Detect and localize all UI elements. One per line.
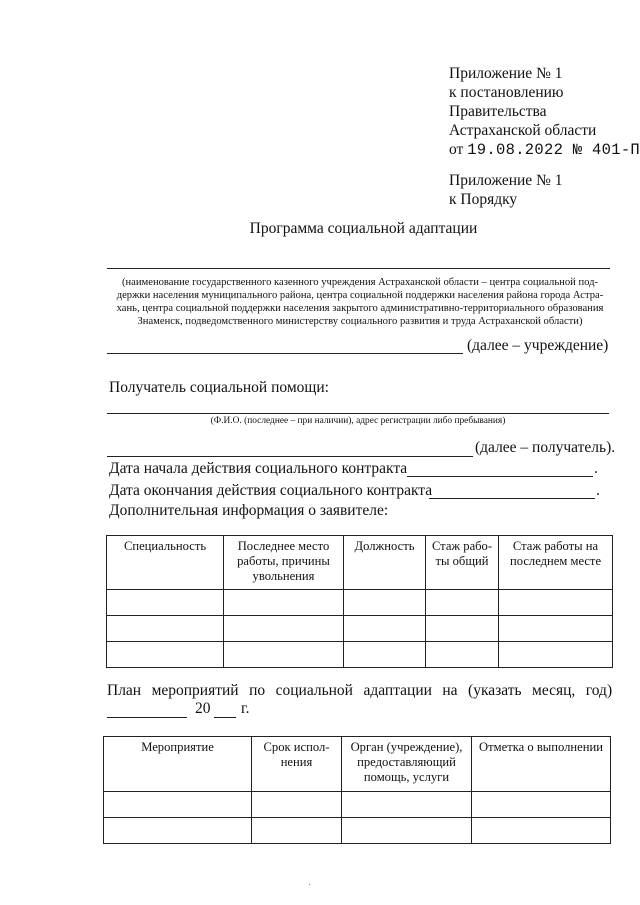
table-row <box>107 616 613 642</box>
institution-suffix: (далее – учреждение) <box>467 337 609 354</box>
table-cell[interactable] <box>426 642 499 668</box>
header-line: помощь, услуги <box>363 770 450 784</box>
institution-caption <box>103 276 617 328</box>
plan-word: мероприятий <box>151 682 239 699</box>
table-cell[interactable] <box>499 590 613 616</box>
institution-blank-line[interactable] <box>107 268 610 269</box>
plan-word: (указать <box>468 682 522 699</box>
institution-caption-line: хань, центра социальной поддержки населения закрытого административно-территориального образования <box>116 303 604 314</box>
column-header-position <box>344 536 426 590</box>
plan-year-field[interactable] <box>214 717 236 718</box>
table-cell[interactable] <box>252 792 342 818</box>
table-cell[interactable] <box>342 818 472 844</box>
table-row <box>104 792 611 818</box>
header-line: нения <box>280 755 313 769</box>
table-cell[interactable] <box>107 616 224 642</box>
institution-caption-line: держки населения муниципального района, центра социальной поддержки населения района города Астра- <box>116 290 604 301</box>
table-cell[interactable] <box>472 792 611 818</box>
header-appendix2-line: Приложение № 1 <box>449 172 563 189</box>
contract-end-field[interactable] <box>429 498 595 499</box>
table-row <box>107 642 613 668</box>
table-cell[interactable] <box>499 616 613 642</box>
plan-word: социальной <box>275 682 353 699</box>
table-cell[interactable] <box>107 590 224 616</box>
recipient-name-field[interactable] <box>107 456 473 457</box>
plan-table <box>103 736 611 844</box>
table-cell[interactable] <box>224 616 344 642</box>
table-cell[interactable] <box>426 616 499 642</box>
contract-end-period: . <box>596 482 600 499</box>
plan-year-prefix: 20 <box>195 700 211 717</box>
column-header-specialty <box>107 536 224 590</box>
header-line: работы, причины <box>237 554 330 568</box>
recipient-heading: Получатель социальной помощи: <box>109 379 329 396</box>
header-line: Специальность <box>123 539 207 553</box>
table-cell[interactable] <box>107 642 224 668</box>
header-line: Отметка о выполнении <box>479 740 603 754</box>
header-appendix-line: Приложение № 1 <box>449 65 563 82</box>
column-header-authority <box>342 737 472 792</box>
header-line: предоставляющий <box>357 755 456 769</box>
table-header-row <box>107 536 613 590</box>
header-date-line <box>449 140 640 160</box>
header-line: ты общий <box>435 554 489 568</box>
page-title: Программа социальной адаптации <box>249 220 478 237</box>
plan-year-suffix: г. <box>241 700 250 717</box>
table-cell[interactable] <box>472 818 611 844</box>
contract-start-label: Дата начала действия социального контракта <box>109 460 408 477</box>
table-cell[interactable] <box>344 642 426 668</box>
plan-word: на <box>442 682 458 699</box>
table-cell[interactable] <box>499 642 613 668</box>
plan-heading <box>107 682 612 700</box>
header-line: Должность <box>354 539 415 553</box>
column-header-deadline <box>252 737 342 792</box>
table-cell[interactable] <box>344 590 426 616</box>
column-header-last-place-experience <box>499 536 613 590</box>
column-header-activity <box>104 737 252 792</box>
page-mark: · <box>308 880 312 891</box>
additional-info-label: Дополнительная информация о заявителе: <box>109 502 389 519</box>
header-line: последнем месте <box>509 554 602 568</box>
header-line: Мероприятие <box>141 740 214 754</box>
table-cell[interactable] <box>104 818 252 844</box>
table-cell[interactable] <box>104 792 252 818</box>
header-resolution-line: к постановлению <box>449 84 564 101</box>
column-header-completion-mark <box>472 737 611 792</box>
plan-month-field[interactable] <box>107 717 187 718</box>
applicant-info-table <box>106 535 613 668</box>
header-line: Стаж рабо- <box>431 539 493 553</box>
table-row <box>104 818 611 844</box>
header-date-prefix: от <box>449 141 464 158</box>
table-cell[interactable] <box>426 590 499 616</box>
institution-caption-line: (наименование государственного казенного учреждения Астраханской области – центра социальной под- <box>121 277 599 288</box>
recipient-blank-line[interactable] <box>107 413 609 414</box>
recipient-suffix: (далее – получатель). <box>475 439 616 456</box>
plan-word: год) <box>585 682 613 699</box>
institution-name-field[interactable] <box>107 353 463 354</box>
header-block <box>449 64 640 209</box>
column-header-last-workplace <box>224 536 344 590</box>
header-line: Стаж работы на <box>512 539 599 553</box>
plan-word: адаптации <box>363 682 432 699</box>
column-header-total-experience <box>426 536 499 590</box>
contract-end-label: Дата окончания действия социального контракта <box>109 482 433 499</box>
table-cell[interactable] <box>344 616 426 642</box>
table-cell[interactable] <box>224 590 344 616</box>
plan-word: План <box>107 682 142 699</box>
contract-start-field[interactable] <box>407 476 593 477</box>
table-cell[interactable] <box>252 818 342 844</box>
table-cell[interactable] <box>224 642 344 668</box>
header-government-line: Правительства <box>449 103 547 120</box>
plan-word: месяц, <box>532 682 576 699</box>
header-line: Орган (учреждение), <box>350 740 463 754</box>
contract-start-period: . <box>594 460 598 477</box>
table-header-row <box>104 737 611 792</box>
header-line: Срок испол- <box>263 740 330 754</box>
table-cell[interactable] <box>342 792 472 818</box>
header-date-stamp: 19.08.2022 № 401-П <box>467 141 640 159</box>
table-row <box>107 590 613 616</box>
institution-caption-line: Знаменск, подведомственного министерству социального развития и труда Астраханской области) <box>137 316 583 327</box>
recipient-caption: (Ф.И.О. (последнее – при наличии), адрес регистрации либо пребывания) <box>210 416 506 426</box>
header-line: увольнения <box>252 569 315 583</box>
header-line: Последнее место <box>237 539 330 553</box>
plan-word: по <box>249 682 266 699</box>
header-region-line: Астраханской области <box>449 122 597 139</box>
header-order-line: к Порядку <box>449 191 518 208</box>
